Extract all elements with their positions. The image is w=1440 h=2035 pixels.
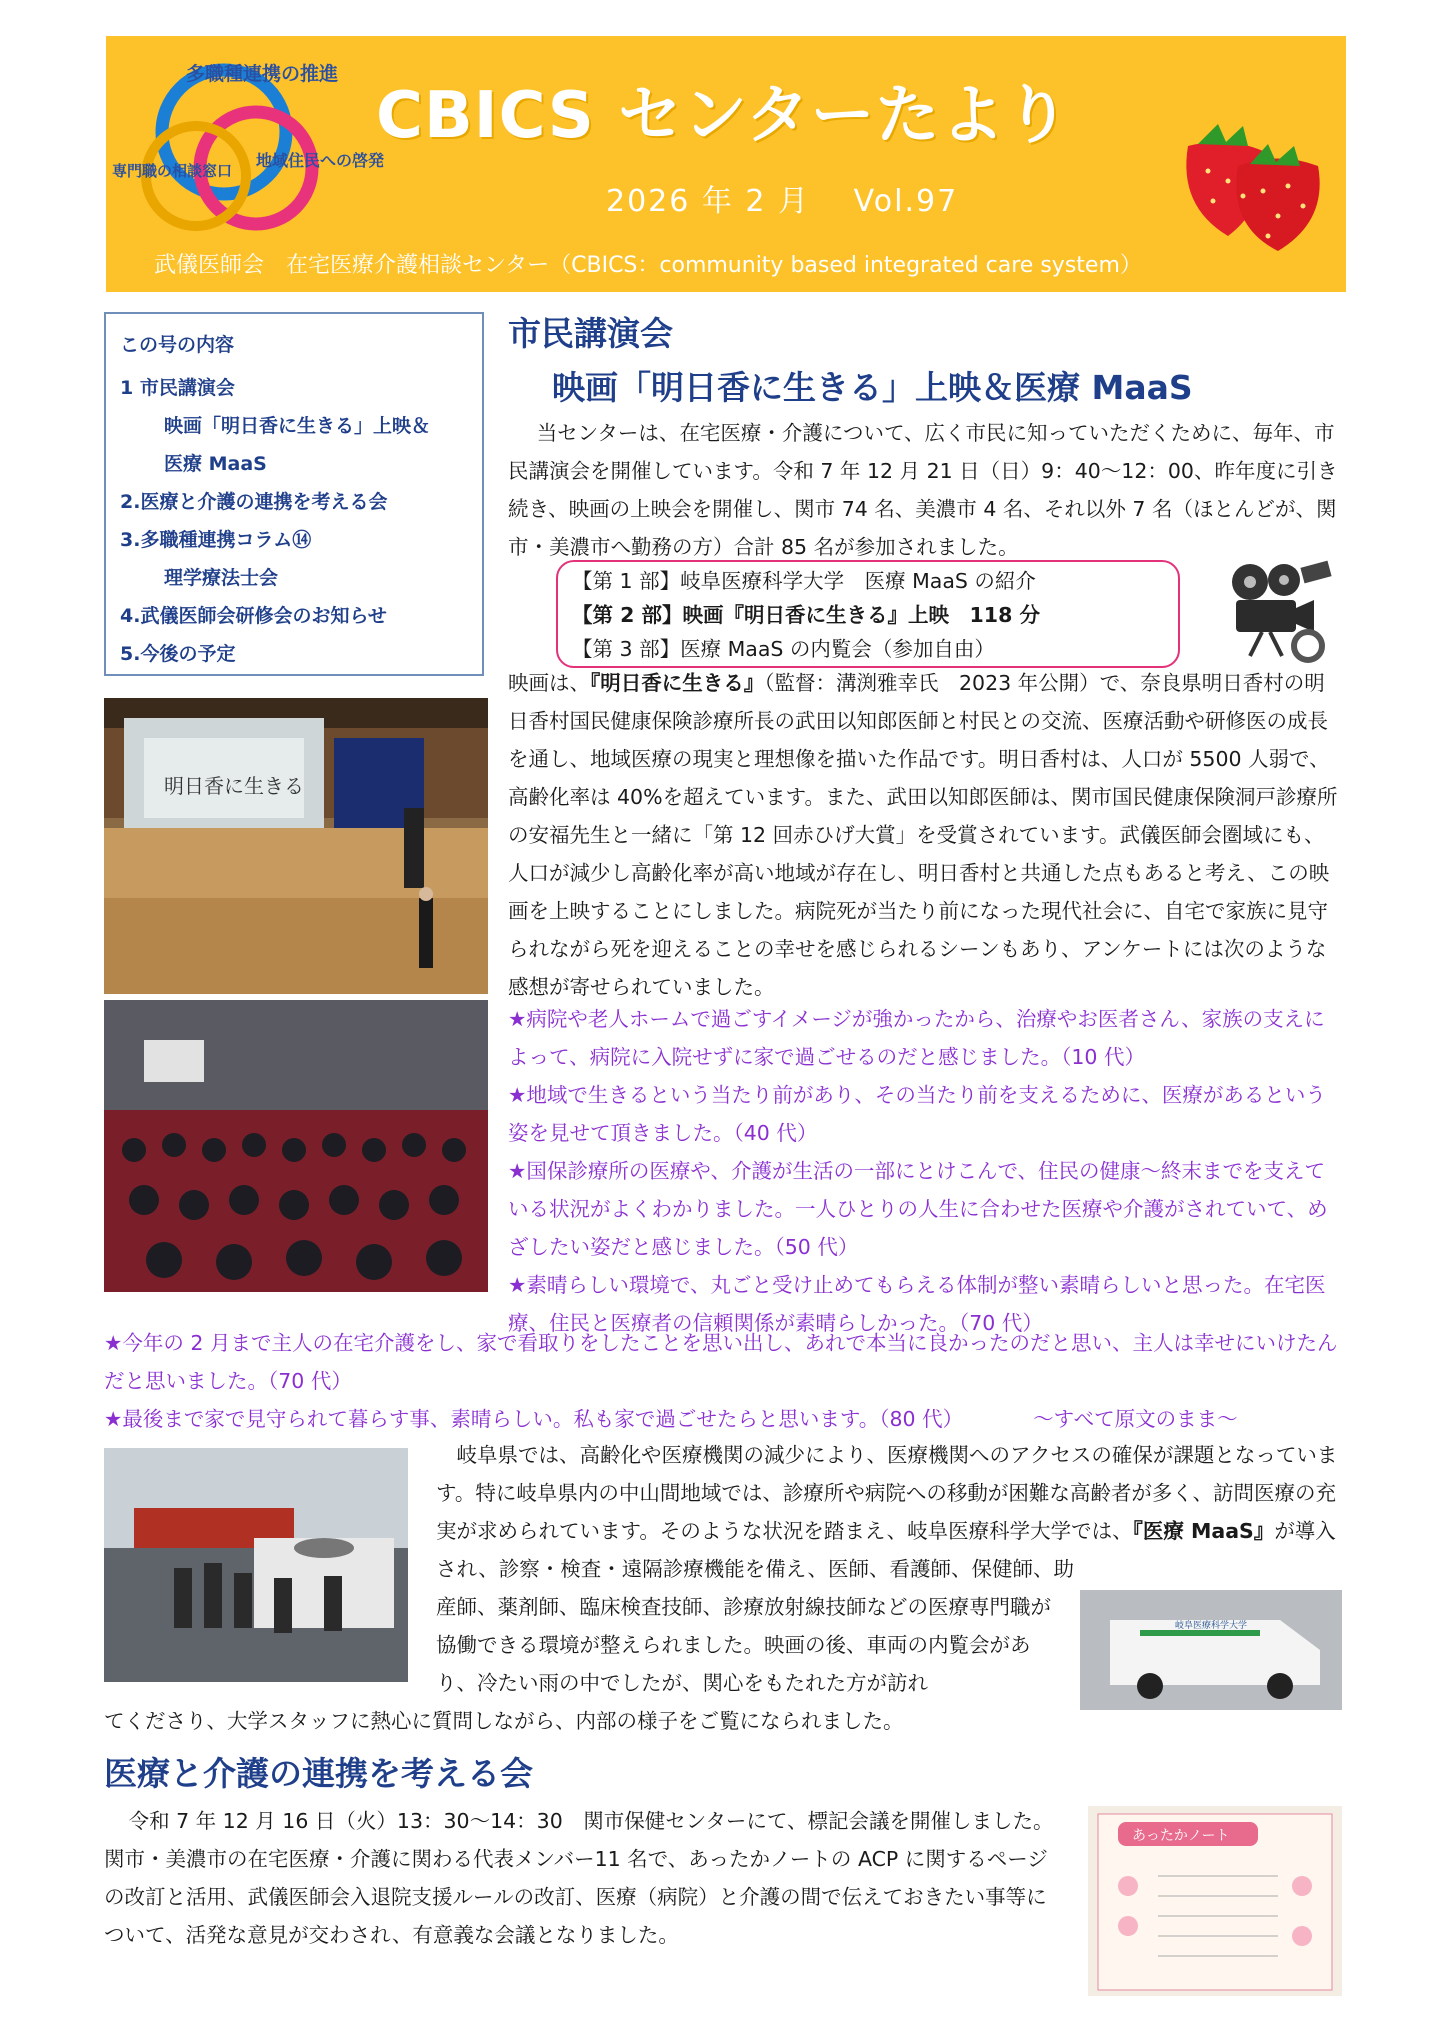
survey-quote: ★病院や老人ホームで過ごすイメージが強かったから、治療やお医者さん、家族の支えによって、病院に入院せずに家で過ごせるのだと感じました。（10 代） [508,1007,1325,1069]
section1-heading: 市民講演会 [508,314,673,353]
toc-item: 映画「明日香に生きる」上映＆ [164,415,431,437]
film-description-body: （監督：溝渕雅幸氏 2023 年公開）で、奈良県明日香村の明日香村国民健康保険診療所長の武田以知郎医師と村民との交流、医療活動や研修医の成長を通し、地域医療の現実と理想像を描いた作品です。明日香村は、人口が 5500 人弱で、高齢化率は 40%を超えています。また、武田以知郎医師は、関市国民健康保険洞戸診療所の安福先生と一緒に「第 12 回赤ひげ大賞」を受賞されています。武儀医師会圏域にも、人口が減少し高齢化率が高い地域が存在し、明日香村と共通した点もあると考え、この映画を上映することにしました。病院死が当たり前になった現代社会に、自宅で家族に見守られながら死を迎えることの幸せを感じられるシーンもあり、アンケートには次のような感想が寄せられていました。 [508,671,1338,999]
program-box [556,560,1180,668]
van-label: 岐阜医療科学大学 [1175,1621,1248,1631]
organization-name: 武儀医師会 在宅医療介護相談センター（CBICS：community based integrated care system） [154,253,1142,278]
maas-title: 『医療 MaaS』 [1132,1519,1275,1543]
section1-intro: 当センターは、在宅医療・介護について、広く市民に知っていただくために、毎年、市民講演会を開催しています。令和 7 年 12 月 21 日（日）9：40〜12：00、昨年度に引き続き、映画の上映会を開催し、関市 74 名、美濃市 4 名、それ以外 7 名（ほとんどが、関市・美濃市へ勤務の方）合計 85 名が参加されました。 [508,421,1338,559]
newsletter-header [106,36,1346,292]
maas-paragraph [436,1436,1340,1588]
logo-text-awareness: 地域住民への啓発 [256,151,385,170]
notebook-title: あったかノート [1132,1828,1230,1844]
toc-item: 医療 MaaS [164,453,267,475]
toc-item: 5.今後の予定 [120,643,236,665]
maas-paragraph-end: てくださり、大学スタッフに熱心に質問しながら、内部の様子をご覧になられました。 [104,1709,904,1733]
issue-date: 2026 年 2 月 Vol.97 [606,184,959,219]
survey-quotes [508,1000,1338,1342]
strawberry-icon [1168,86,1338,256]
toc-item: 4.武儀医師会研修会のお知らせ [120,605,387,627]
toc-item: 3.多職種連携コラム⑭ [120,529,312,551]
toc-item: 理学療法士会 [164,567,279,589]
movie-camera-icon [1222,560,1332,660]
audience-photo [104,1000,488,1292]
toc-item: 1 市民講演会 [120,377,235,399]
attaka-notebook-photo [1088,1806,1342,1996]
section1-subheading: 映画「明日香に生きる」上映＆医療 MaaS [552,368,1193,407]
program-part1: 【第 1 部】岐阜医療科学大学 医療 MaaS の紹介 [572,569,1036,593]
logo-text-collaboration: 多職種連携の推進 [186,63,339,85]
survey-quote: ★国保診療所の医療や、介護が生活の一部にとけこんで、住民の健康〜終末までを支えている状況がよくわかりました。一人ひとりの人生に合わせた医療や介護がされていて、めざしたい姿だと感じました。（50 代） [508,1159,1328,1259]
toc-heading: この号の内容 [120,334,235,356]
maas-paragraph-cont: 産師、薬剤師、臨床検査技師、診療放射線技師などの医療専門職が協働できる環境が整えられました。映画の後、車両の内覧会があり、冷たい雨の中でしたが、関心をもたれた方が訪れ [436,1595,1051,1695]
newsletter-title: CBICS センターたより [376,79,1071,153]
film-description [508,664,1338,1006]
logo-text-consultation: 専門職の相談窓口 [112,162,233,180]
cbics-logo-icon [106,36,385,236]
program-part2: 【第 2 部】映画『明日香に生きる』上映 118 分 [572,603,1040,627]
film-title: 『明日香に生きる』 [590,671,765,695]
film-description-prefix: 映画は、 [508,671,590,695]
program-part3: 【第 3 部】医療 MaaS の内覧会（参加自由） [572,637,995,661]
table-of-contents [104,312,484,676]
quotes-note: 〜すべて原文のまま〜 [1033,1407,1238,1431]
medical-maas-van-photo [1080,1590,1342,1710]
survey-quote: ★今年の 2 月まで主人の在宅介護をし、家で看取りをしたことを思い出し、あれで本当に良かったのだと思い、主人は幸せにいけたんだと思いました。（70 代） [104,1331,1338,1393]
maas-vehicle-tour-photo [104,1448,408,1682]
section2-heading: 医療と介護の連携を考える会 [104,1754,533,1793]
slide-title: 明日香に生きる [164,774,304,798]
maas-text: 岐阜県では、高齢化や医療機関の減少により、医療機関へのアクセスの確保が課題となっています。特に岐阜県内の中山間地域では、診療所や病院への移動が困難な高齢者が多く、訪問医療の充実が求められています。そのような状況を踏まえ、岐阜医療科学大学では、 [436,1443,1338,1543]
lecture-hall-photo [104,698,488,994]
toc-item: 2.医療と介護の連携を考える会 [120,491,388,513]
survey-quote: ★地域で生きるという当たり前があり、その当たり前を支えるために、医療があるという姿を見せて頂きました。（40 代） [508,1083,1326,1145]
section2-body: 令和 7 年 12 月 16 日（火）13：30〜14：30 関市保健センターにて、標記会議を開催しました。関市・美濃市の在宅医療・介護に関わる代表メンバー11 名で、あったかノートの ACP に関するページの改訂と活用、武儀医師会入退院支援ルールの改訂、医療（病院）と介護の間で伝えておきたい事等について、活発な意見が交わされ、有意義な会議となりました。 [104,1809,1054,1947]
survey-quote: ★最後まで家で見守られて暮らす事、素晴らしい。私も家で過ごせたらと思います。（80 代） [104,1407,964,1431]
maas-text: が導入され、診察・検査・遠隔診療機能を備え、医師、看護師、保健師、助 [436,1519,1336,1581]
survey-quote-last [104,1400,1340,1438]
survey-quote: ★素晴らしい環境で、丸ごと受け止めてもらえる体制が整い素晴らしいと思った。在宅医療、住民と医療者の信頼関係が素晴らしかった。（70 代） [508,1273,1326,1335]
